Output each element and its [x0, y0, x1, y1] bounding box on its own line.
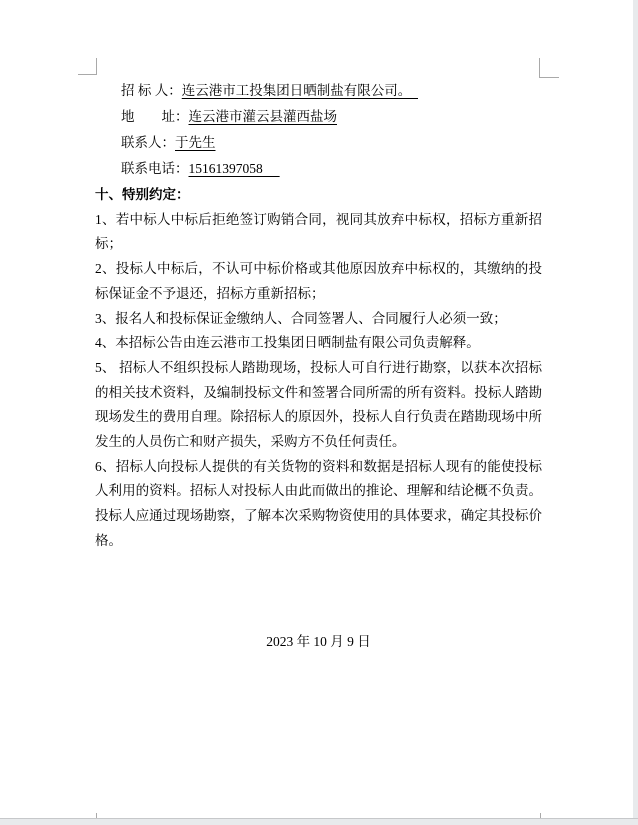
- clause-5: 5、 招标人不组织投标人踏勘现场，投标人可自行进行勘察，以获本次招标的相关技术资料，及编制投标文件和签署合同所需的所有资料。投标人踏勘现场发生的费用自理。除招标人的原因外，投标人自行负责在踏勘现场中所发生的人员伤亡和财产损失，采购方不负任何责任。: [95, 359, 542, 450]
- margin-mark-top-left: [78, 58, 97, 75]
- document-body: [95, 78, 542, 654]
- contact-phone-value: 15161397058: [188, 161, 280, 176]
- margin-mark-top-right: [539, 58, 559, 78]
- address-label: 地 址：: [121, 109, 189, 124]
- clause-4: 4、本招标公告由连云港市工投集团日晒制盐有限公司负责解释。: [95, 335, 480, 351]
- clause-2: 2、投标人中标后，不认可中标价格或其他原因放弃中标权的，其缴纳的投标保证金不予退还，招标方重新招标；: [95, 261, 542, 301]
- contact-person-value: 于先生: [175, 135, 216, 150]
- clause-1: 1、若中标人中标后拒绝签订购销合同，视同其放弃中标权，招标方重新招标；: [95, 211, 542, 252]
- contact-phone-field: [95, 156, 542, 182]
- page-right-edge-background: [633, 0, 638, 825]
- special-provisions-heading: 十、特别约定：: [95, 187, 190, 202]
- tenderer-label: 招 标 人：: [121, 83, 182, 98]
- address-value: 连云港市灌云县灌西盐场: [188, 109, 337, 124]
- contact-person-field: [95, 130, 542, 156]
- clause-6: 6、招标人向投标人提供的有关货物的资料和数据是招标人现有的能使投标人利用的资料。招标人对投标人由此而做出的推论、理解和结论概不负责。投标人应通过现场勘察，了解本次采购物资使用的具体要求，确定其投标价格。: [95, 458, 542, 548]
- tenderer-value: 连云港市工投集团日晒制盐有限公司。: [181, 83, 418, 98]
- page-bottom-edge-background: [0, 818, 638, 825]
- tenderer-field: [95, 78, 542, 104]
- contact-person-label: 联系人：: [121, 135, 175, 150]
- clause-3: 3、报名人和投标保证金缴纳人、合同签署人、合同履行人必须一致；: [95, 310, 507, 326]
- document-date: 2023 年 10 月 9 日: [266, 633, 371, 649]
- address-field: [95, 104, 542, 130]
- contact-phone-label: 联系电话：: [121, 161, 189, 176]
